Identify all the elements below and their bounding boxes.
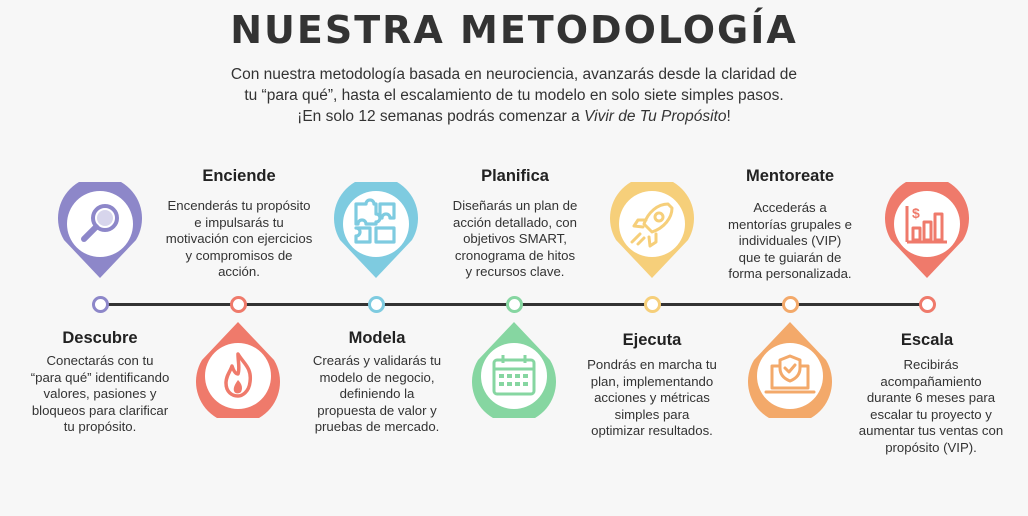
timeline-dot-planifica [506, 296, 523, 313]
desc-line: definiendo la [339, 386, 415, 401]
desc-line: acompañamiento [880, 373, 982, 389]
desc-line: Encenderás tu propósito [167, 198, 311, 213]
desc-line: “para qué” identificando [30, 369, 170, 385]
desc-line: propuesta de valor y [317, 402, 437, 418]
desc-line: Conectarás con tu [46, 353, 154, 368]
desc-line: Crearás y validarás tu [312, 353, 442, 368]
desc-line: plan, implementando [590, 373, 714, 389]
desc-line: y recursos clave. [465, 264, 565, 279]
step-description [847, 357, 1015, 456]
step-title: Mentoreate [745, 167, 835, 185]
pin-ejecuta [610, 182, 694, 278]
desc-line: durante 6 meses para [866, 390, 996, 405]
intro-line-2: tu “para qué”, hasta el escalamiento de tu modelo en solo siete simples pasos. [244, 87, 784, 104]
desc-line: bloqueos para clarificar [31, 402, 169, 418]
step-description [435, 198, 595, 281]
desc-line: motivación con ejercicios [165, 231, 313, 246]
desc-line: optimizar resultados. [591, 423, 713, 438]
desc-line: Accederás a [753, 200, 827, 215]
step-description [572, 357, 732, 440]
desc-line: aumentar tus ventas con [858, 423, 1004, 438]
pin-descubre [58, 182, 142, 278]
desc-line: propósito (VIP). [885, 439, 977, 455]
intro-line-3 [150, 106, 878, 127]
step-title: Ejecuta [622, 331, 682, 349]
desc-line: acciones y métricas [594, 390, 710, 405]
pin-planifica [472, 322, 556, 418]
step-description [710, 200, 870, 283]
timeline-dot-escala [919, 296, 936, 313]
desc-line: escalar tu proyecto y [870, 406, 992, 422]
timeline-dot-mentoreate [782, 296, 799, 313]
intro-line-3-prefix: ¡En solo 12 semanas podrás comenzar a [297, 108, 585, 125]
desc-line: forma personalizada. [728, 266, 852, 281]
desc-line: mentorías grupales e [728, 216, 852, 232]
step-title: Enciende [202, 167, 276, 185]
timeline-dot-enciende [230, 296, 247, 313]
timeline-dot-ejecuta [644, 296, 661, 313]
intro-line-3-suffix: ! [726, 108, 731, 125]
timeline-dot-modela [368, 296, 385, 313]
step-description [297, 353, 457, 436]
intro-text [150, 64, 878, 127]
desc-line: pruebas de mercado. [314, 419, 440, 434]
desc-line: y compromisos de [185, 247, 293, 263]
step-title: Planifica [481, 167, 549, 185]
pin-escala [885, 182, 969, 278]
desc-line: objetivos SMART, [463, 231, 567, 246]
step-title: Modela [348, 329, 406, 347]
desc-line: acción detallado, con [453, 214, 577, 230]
step-description [20, 353, 180, 436]
step-title: Escala [900, 331, 954, 349]
intro-emphasis: Vivir de Tu Propósito [584, 108, 727, 125]
intro-line-1: Con nuestra metodología basada en neurociencia, avanzarás desde la claridad de [230, 66, 798, 83]
desc-line: valores, pasiones y [43, 386, 157, 401]
desc-line: e impulsarás tu [194, 214, 284, 230]
step-description [159, 198, 319, 281]
desc-line: modelo de negocio, [319, 369, 435, 385]
desc-line: simples para [614, 406, 690, 422]
desc-line: Pondrás en marcha tu [587, 357, 717, 372]
svg-text:$: $ [912, 205, 920, 221]
step-title: Descubre [62, 329, 138, 347]
desc-line: individuales (VIP) [738, 233, 842, 248]
pin-mentoreate [748, 322, 832, 418]
desc-line: acción. [218, 264, 260, 279]
desc-line: Recibirás [903, 357, 959, 372]
timeline-dot-descubre [92, 296, 109, 313]
pin-modela [334, 182, 418, 278]
desc-line: cronograma de hitos [454, 247, 576, 263]
desc-line: Diseñarás un plan de [452, 198, 578, 213]
desc-line: tu propósito. [63, 419, 137, 434]
page-title: NUESTRA METODOLOGÍA [230, 8, 798, 52]
desc-line: que te guiarán de [738, 249, 842, 265]
pin-enciende [196, 322, 280, 418]
